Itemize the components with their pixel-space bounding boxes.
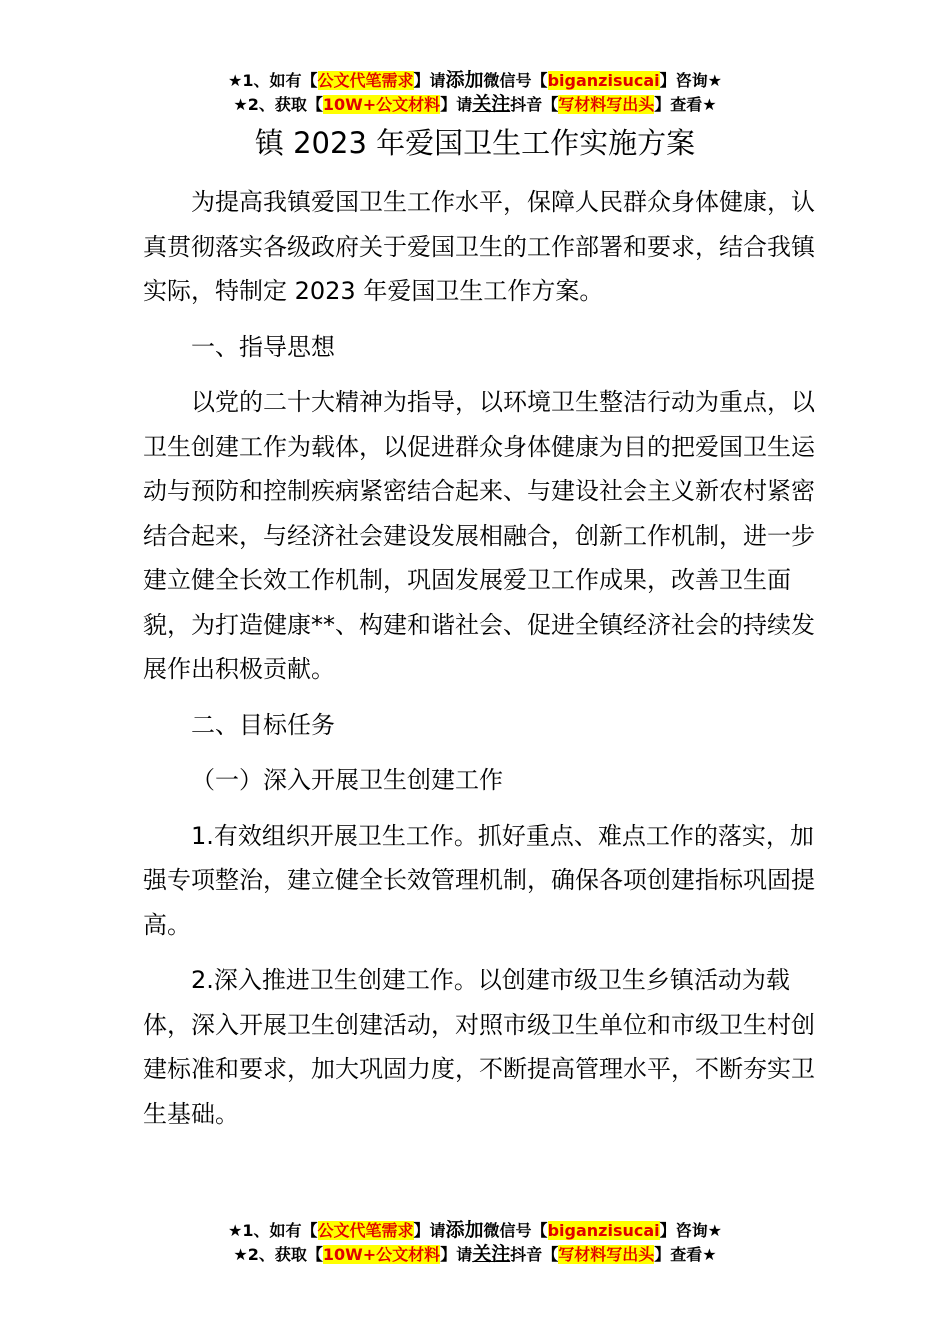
paragraph-item-1: 1.有效组织开展卫生工作。抓好重点、难点工作的落实，加强专项整治，建立健全长效管理机制，确保各项创建指标巩固提高。 (143, 821, 815, 939)
emphasis-text: 添加 (445, 1219, 484, 1241)
wechat-id: biganzisucai (547, 1221, 660, 1240)
banner-text: 】请 (413, 71, 446, 90)
banner-line-1 (0, 1218, 950, 1242)
section-heading-1: 一、指导思想 (191, 332, 335, 361)
banner-text: 】查看 (654, 1245, 703, 1264)
wechat-id: biganzisucai (547, 71, 660, 90)
star-icon: ★ (707, 1221, 722, 1240)
highlight-text: 公文代笔需求 (317, 1221, 414, 1240)
star-icon: ★ (702, 95, 717, 114)
emphasis-text: 关注 (472, 93, 511, 115)
paragraph-item-2: 2.深入推进卫生创建工作。以创建市级卫生乡镇活动为载体，深入开展卫生创建活动，对照市级卫生单位和市级卫生村创建标准和要求，加大巩固力度，不断提高管理水平，不断夯实卫生基础。 (143, 966, 815, 1128)
highlight-text: 写材料写出头 (558, 1245, 655, 1264)
document-title: 镇 2023 年爱国卫生工作实施方案 (254, 126, 696, 160)
star-icon: ★ (228, 1221, 243, 1240)
highlight-text: 写材料写出头 (558, 95, 655, 114)
banner-line-1 (0, 68, 950, 92)
banner-text: 】请 (440, 1245, 473, 1264)
star-icon: ★ (228, 71, 243, 90)
highlight-text: 公文代笔需求 (317, 71, 414, 90)
banner-text: 】请 (413, 1221, 446, 1240)
subsection-heading-1: （一）深入开展卫生创建工作 (191, 766, 503, 794)
banner-line-2 (0, 1242, 950, 1266)
highlight-text: 10W+公文材料 (322, 1245, 441, 1264)
banner-text: 微信号【 (483, 1221, 548, 1240)
banner-text: 】咨询 (659, 71, 708, 90)
paragraph-guiding-thought: 以党的二十大精神为指导，以环境卫生整洁行动为重点，以卫生创建工作为载体，以促进群众身体健康为目的把爱国卫生运动与预防和控制疾病紧密结合起来、与建设社会主义新农村紧密结合起来，与经济社会建设发展相融合，创新工作机制，进一步建立健全长效工作机制，巩固发展爱卫工作成果，改善卫生面貌，为打造健康**、构建和谐社会、促进全镇经济社会的持续发展作出积极贡献。 (143, 388, 815, 683)
banner-text: 】咨询 (659, 1221, 708, 1240)
banner-text: 抖音【 (510, 1245, 559, 1264)
banner-text: 1、如有【 (242, 71, 318, 90)
top-banner (0, 68, 950, 116)
banner-text: 2、获取【 (247, 1245, 323, 1264)
star-icon: ★ (707, 71, 722, 90)
emphasis-text: 添加 (445, 69, 484, 91)
banner-line-2 (0, 92, 950, 116)
banner-text: 2、获取【 (247, 95, 323, 114)
section-heading-2: 二、目标任务 (191, 710, 335, 739)
banner-text: 微信号【 (483, 71, 548, 90)
highlight-text: 10W+公文材料 (322, 95, 441, 114)
document-body (143, 180, 833, 1136)
star-icon: ★ (702, 1245, 717, 1264)
banner-text: 】查看 (654, 95, 703, 114)
paragraph-intro: 为提高我镇爱国卫生工作水平，保障人民群众身体健康，认真贯彻落实各级政府关于爱国卫生的工作部署和要求，结合我镇实际，特制定 2023 年爱国卫生工作方案。 (143, 188, 815, 305)
star-icon: ★ (233, 95, 248, 114)
banner-text: 抖音【 (510, 95, 559, 114)
emphasis-text: 关注 (472, 1243, 511, 1265)
bottom-banner (0, 1218, 950, 1266)
banner-text: 】请 (440, 95, 473, 114)
banner-text: 1、如有【 (242, 1221, 318, 1240)
star-icon: ★ (233, 1245, 248, 1264)
